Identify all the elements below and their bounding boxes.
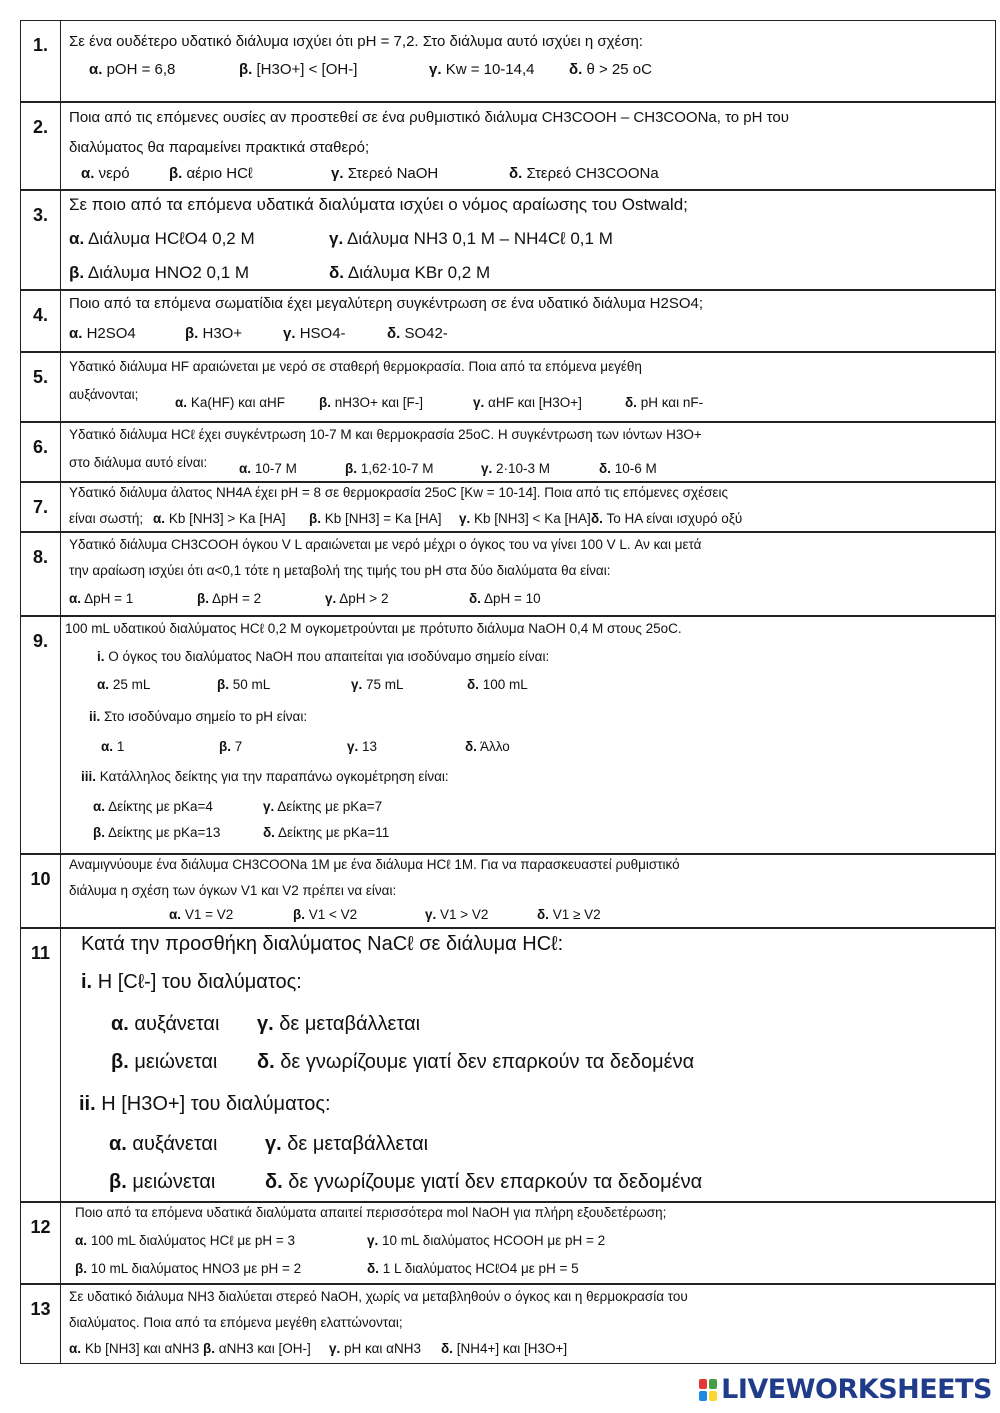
- question-1: [20, 20, 996, 102]
- question-text: Ποια από τις επόμενες ουσίες αν προστεθεί σε ένα ρυθμιστικό διάλυμα CH3COOH – CH3COONa, το pH του: [69, 109, 789, 126]
- option-b[interactable]: β. Kb [NH3] = Ka [HA]: [309, 511, 442, 526]
- option-c[interactable]: γ. HSO4-: [283, 325, 346, 342]
- question-text: Σε υδατικό διάλυμα NH3 διαλύεται στερεό NaOH, χωρίς να μεταβληθούν ο όγκος και η θερμοκρασία του: [69, 1289, 688, 1304]
- question-number: 3.: [21, 191, 61, 289]
- question-number: 13: [21, 1285, 61, 1363]
- option-d[interactable]: δ. Διάλυμα KBr 0,2 M: [329, 263, 491, 282]
- question-7: [20, 482, 996, 532]
- option-c[interactable]: γ. 10 mL διαλύματος HCOOH με pH = 2: [367, 1233, 606, 1248]
- question-number: 2.: [21, 103, 61, 189]
- option-c[interactable]: γ. Διάλυμα NH3 0,1 M – NH4Cℓ 0,1 M: [329, 229, 613, 248]
- question-11: [20, 928, 996, 1202]
- question-text-line2: είναι σωστή;: [69, 511, 144, 526]
- option-a[interactable]: α. Kb [NH3] > Ka [HA]: [153, 511, 286, 526]
- option-b[interactable]: β. [H3O+] < [OH-]: [239, 61, 358, 78]
- question-12: [20, 1202, 996, 1284]
- question-number: 6.: [21, 423, 61, 481]
- option-iii-b[interactable]: β. Δείκτης με pKa=13: [93, 825, 221, 840]
- question-number: 8.: [21, 533, 61, 615]
- question-6: [20, 422, 996, 482]
- question-text-line2: αυξάνονται;: [69, 387, 139, 402]
- option-c[interactable]: γ. ΔpH > 2: [325, 591, 389, 606]
- option-ii-c[interactable]: γ. δε μεταβάλλεται: [265, 1133, 429, 1155]
- option-i-a[interactable]: α. αυξάνεται: [111, 1013, 220, 1035]
- subquestion-ii: ii. Στο ισοδύναμο σημείο το pH είναι:: [89, 709, 308, 724]
- question-2: [20, 102, 996, 190]
- option-d[interactable]: δ. [NH4+] και [H3O+]: [441, 1341, 568, 1356]
- option-d[interactable]: δ. Το HA είναι ισχυρό οξύ: [591, 511, 743, 526]
- option-d[interactable]: δ. SO42-: [387, 325, 448, 342]
- question-text: 100 mL υδατικού διαλύματος HCℓ 0,2 M ογκομετρούνται με πρότυπο διάλυμα NaOH 0,4 M στους 25oC.: [65, 621, 682, 636]
- option-b[interactable]: β. ΔpH = 2: [197, 591, 262, 606]
- question-text: Υδατικό διάλυμα άλατος NH4A έχει pH = 8 σε θερμοκρασία 25oC [Kw = 10-14]. Ποια από τις επόμενες σχέσεις: [69, 485, 728, 500]
- question-4: [20, 290, 996, 352]
- option-b[interactable]: β. αNH3 και [OH-]: [203, 1341, 311, 1356]
- option-c[interactable]: γ. V1 > V2: [425, 907, 489, 922]
- question-text: Αναμιγνύουμε ένα διάλυμα CH3COONa 1M με ένα διάλυμα HCℓ 1M. Για να παρασκευαστεί ρυθμιστικό: [69, 857, 680, 872]
- option-a[interactable]: α. Ka(HF) και αHF: [175, 395, 286, 410]
- option-ii-d[interactable]: δ. Άλλο: [465, 739, 510, 754]
- option-iii-d[interactable]: δ. Δείκτης με pKa=11: [263, 825, 390, 840]
- option-b[interactable]: β. 1,62·10-7 M: [345, 461, 434, 476]
- option-iii-a[interactable]: α. Δείκτης με pKa=4: [93, 799, 213, 814]
- option-i-d[interactable]: δ. 100 mL: [467, 677, 528, 692]
- option-c[interactable]: γ. αHF και [H3O+]: [473, 395, 582, 410]
- question-text-line2: στο διάλυμα αυτό είναι:: [69, 455, 208, 470]
- option-b[interactable]: β. V1 < V2: [293, 907, 358, 922]
- question-text: Υδατικό διάλυμα HCℓ έχει συγκέντρωση 10-7 M και θερμοκρασία 25oC. Η συγκέντρωση των ιόντων H3O+: [69, 427, 702, 442]
- logo-icon: [699, 1379, 717, 1401]
- option-a[interactable]: α. ΔpH = 1: [69, 591, 134, 606]
- question-number: 12: [21, 1203, 61, 1283]
- option-i-a[interactable]: α. 25 mL: [97, 677, 151, 692]
- option-b[interactable]: β. αέριο HCℓ: [169, 165, 253, 182]
- option-d[interactable]: δ. 1 L διαλύματος HCℓO4 με pH = 5: [367, 1261, 579, 1276]
- option-ii-b[interactable]: β. μειώνεται: [109, 1171, 216, 1193]
- option-a[interactable]: α. pOH = 6,8: [89, 61, 176, 78]
- option-d[interactable]: δ. pH και nF-: [625, 395, 704, 410]
- question-text: Κατά την προσθήκη διαλύματος NaCℓ σε διάλυμα HCℓ:: [81, 933, 564, 955]
- question-number: 1.: [21, 21, 61, 101]
- option-ii-a[interactable]: α. αυξάνεται: [109, 1133, 218, 1155]
- option-a[interactable]: α. 10-7 M: [239, 461, 297, 476]
- option-b[interactable]: β. 10 mL διαλύματος HNO3 με pH = 2: [75, 1261, 302, 1276]
- subquestion-i: i. Ο όγκος του διαλύματος NaOH που απαιτείται για ισοδύναμο σημείο είναι:: [97, 649, 550, 664]
- option-c[interactable]: γ. 2·10-3 M: [481, 461, 551, 476]
- question-9: [20, 616, 996, 854]
- option-ii-b[interactable]: β. 7: [219, 739, 243, 754]
- question-5: [20, 352, 996, 422]
- logo-square-3: [699, 1391, 707, 1401]
- question-text: Ποιο από τα επόμενα σωματίδια έχει μεγαλύτερη συγκέντρωση σε ένα υδατικό διάλυμα H2SO4;: [69, 295, 704, 312]
- question-8: [20, 532, 996, 616]
- question-text: Ποιο από τα επόμενα υδατικά διαλύματα απαιτεί περισσότερα mol NaOH για πλήρη εξουδετέρωση;: [75, 1205, 667, 1220]
- option-c[interactable]: γ. Kb [NH3] < Ka [HA]: [459, 511, 591, 526]
- option-ii-a[interactable]: α. 1: [101, 739, 125, 754]
- question-number: 11: [21, 929, 61, 1201]
- question-13: [20, 1284, 996, 1364]
- option-i-b[interactable]: β. μειώνεται: [111, 1051, 218, 1073]
- option-c[interactable]: γ. Στερεό NaOH: [331, 165, 439, 182]
- option-c[interactable]: γ. Kw = 10-14,4: [429, 61, 535, 78]
- option-a[interactable]: α. 100 mL διαλύματος HCℓ με pH = 3: [75, 1233, 296, 1248]
- option-b[interactable]: β. Διάλυμα HNO2 0,1 M: [69, 263, 250, 282]
- option-d[interactable]: δ. Στερεό CH3COONa: [509, 165, 659, 182]
- logo-square-2: [709, 1379, 717, 1389]
- option-i-b[interactable]: β. 50 mL: [217, 677, 271, 692]
- question-text-line2: διαλύματος. Ποια από τα επόμενα μεγέθη ελαττώνονται;: [69, 1315, 403, 1330]
- question-text: Σε ένα ουδέτερο υδατικό διάλυμα ισχύει ότι pH = 7,2. Στο διάλυμα αυτό ισχύει η σχέση:: [69, 33, 643, 50]
- subquestion-i: i. Η [Cℓ-] του διαλύματος:: [81, 971, 302, 993]
- question-number: 9.: [21, 617, 61, 853]
- question-number: 4.: [21, 291, 61, 351]
- option-b[interactable]: β. nH3O+ και [F-]: [319, 395, 424, 410]
- option-d[interactable]: δ. ΔpH = 10: [469, 591, 541, 606]
- logo-square-4: [709, 1391, 717, 1401]
- question-number: 5.: [21, 353, 61, 421]
- option-a[interactable]: α. νερό: [81, 165, 130, 182]
- option-c[interactable]: γ. pH και αNH3: [329, 1341, 421, 1356]
- logo-square-1: [699, 1379, 707, 1389]
- option-ii-c[interactable]: γ. 13: [347, 739, 378, 754]
- question-number: 7.: [21, 483, 61, 531]
- option-a[interactable]: α. Kb [NH3] και αNH3: [69, 1341, 200, 1356]
- option-ii-d[interactable]: δ. δε γνωρίζουμε γιατί δεν επαρκούν τα δεδομένα: [265, 1171, 703, 1193]
- option-b[interactable]: β. H3O+: [185, 325, 243, 342]
- option-i-c[interactable]: γ. 75 mL: [351, 677, 404, 692]
- option-a[interactable]: α. V1 = V2: [169, 907, 234, 922]
- subquestion-ii: ii. Η [H3O+] του διαλύματος:: [79, 1093, 331, 1115]
- option-i-d[interactable]: δ. δε γνωρίζουμε γιατί δεν επαρκούν τα δεδομένα: [257, 1051, 695, 1073]
- option-d[interactable]: δ. V1 ≥ V2: [537, 907, 601, 922]
- question-text-line2: την αραίωση ισχύει ότι α<0,1 τότε η μεταβολή της τιμής του pH στα δύο διαλύματα θα είναι:: [69, 563, 611, 578]
- option-d[interactable]: δ. θ > 25 oC: [569, 61, 652, 78]
- question-number: 10: [21, 855, 61, 927]
- liveworksheets-logo: [699, 1374, 992, 1405]
- option-iii-c[interactable]: γ. Δείκτης με pKa=7: [263, 799, 383, 814]
- question-text: Υδατικό διάλυμα CH3COOH όγκου V L αραιώνεται με νερό μέχρι ο όγκος του να γίνει 100 V L. Αν και μετά: [69, 537, 702, 552]
- option-i-c[interactable]: γ. δε μεταβάλλεται: [257, 1013, 421, 1035]
- question-10: [20, 854, 996, 928]
- option-d[interactable]: δ. 10-6 M: [599, 461, 657, 476]
- question-text: Σε ποιο από τα επόμενα υδατικά διαλύματα ισχύει ο νόμος αραίωσης του Ostwald;: [69, 195, 688, 214]
- logo-text: LIVEWORKSHEETS: [721, 1374, 992, 1405]
- question-text-line2: διάλυμα η σχέση των όγκων V1 και V2 πρέπει να είναι:: [69, 883, 397, 898]
- option-a[interactable]: α. H2SO4: [69, 325, 136, 342]
- question-text: Υδατικό διάλυμα HF αραιώνεται με νερό σε σταθερή θερμοκρασία. Ποια από τα επόμενα μεγέθη: [69, 359, 642, 374]
- question-3: [20, 190, 996, 290]
- option-a[interactable]: α. Διάλυμα HCℓO4 0,2 M: [69, 229, 255, 248]
- subquestion-iii: iii. Κατάλληλος δείκτης για την παραπάνω ογκομέτρηση είναι:: [81, 769, 449, 784]
- question-text-line2: διαλύματος θα παραμείνει πρακτικά σταθερό;: [69, 139, 370, 156]
